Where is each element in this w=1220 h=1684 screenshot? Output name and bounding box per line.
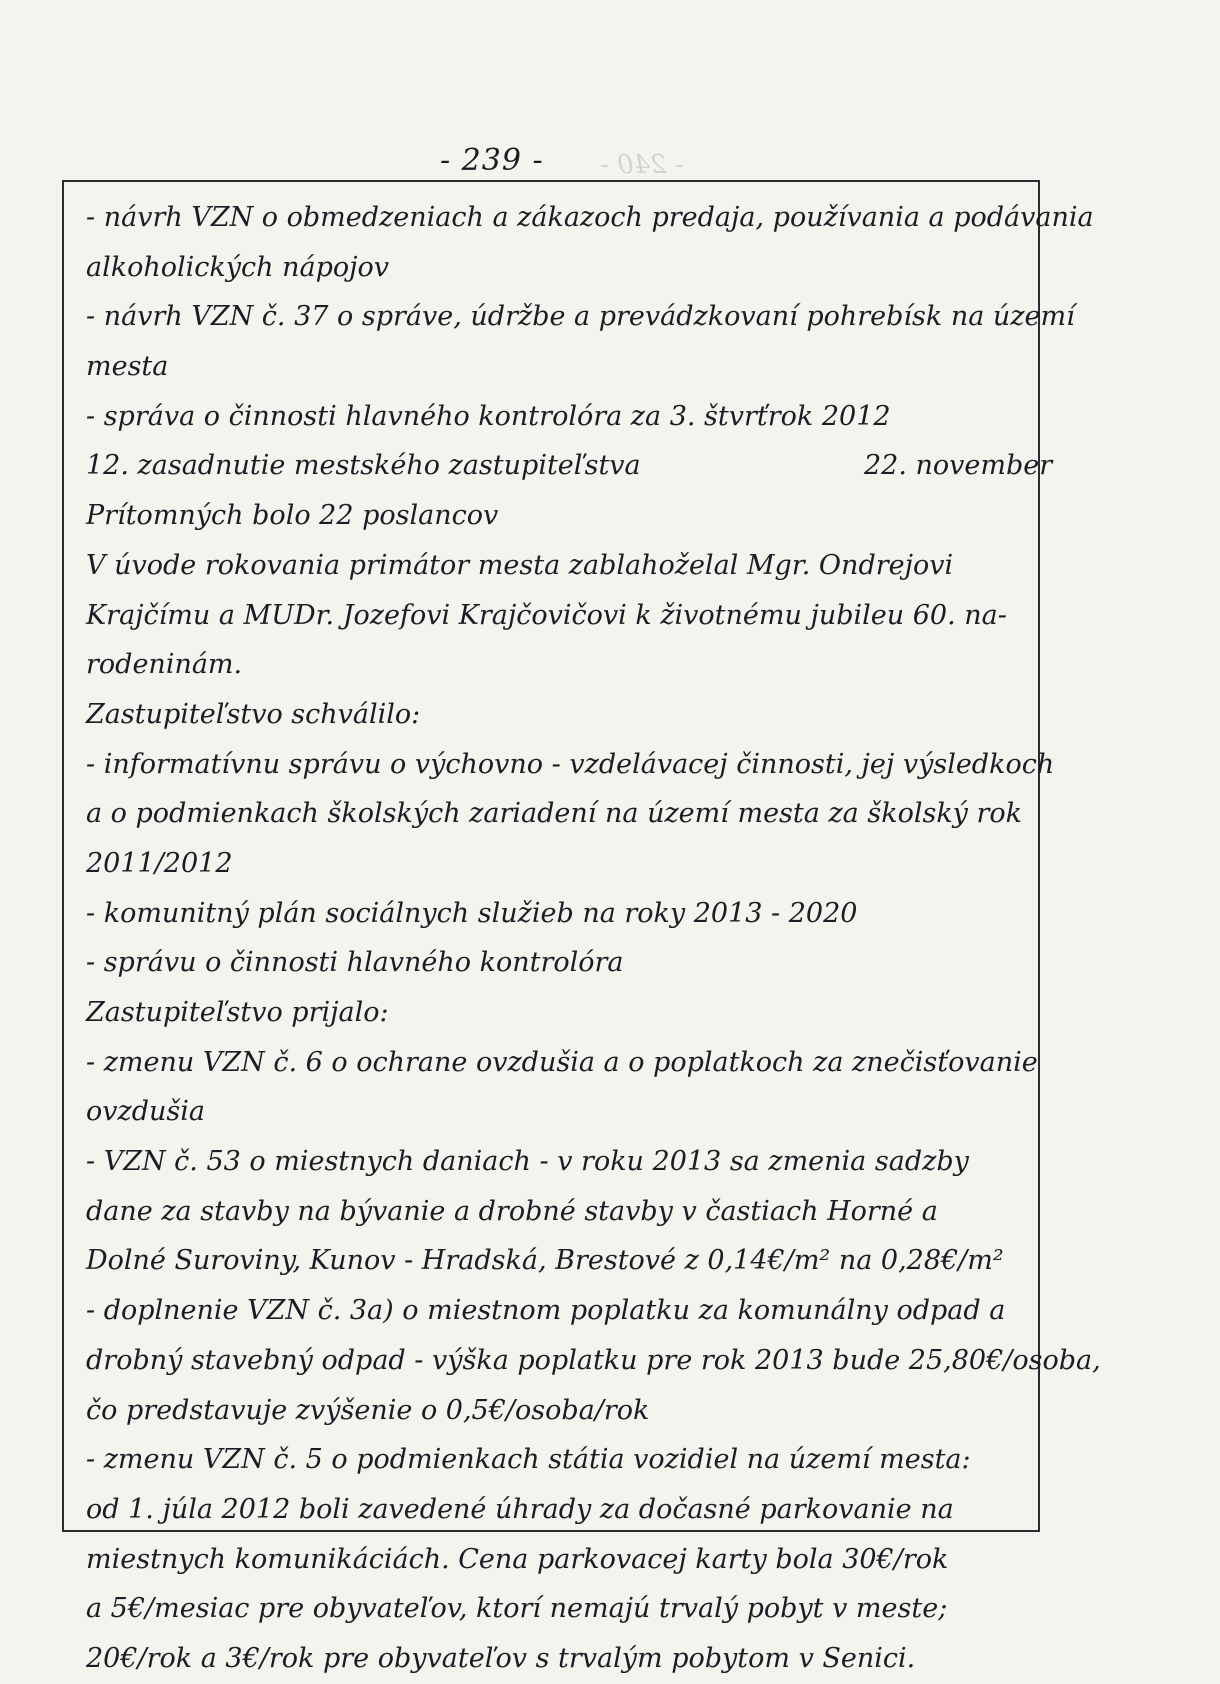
meeting-heading: 12. zasadnutie mestského zastupiteľstva [86, 450, 641, 482]
text-line-16: - správu o činnosti hlavného kontrolóra [86, 947, 624, 979]
meeting-heading-line [86, 441, 1053, 491]
text-line-30: 20€/rok a 3€/rok pre obyvateľov s trvalým pobytom v Senici. [86, 1642, 916, 1674]
text-line-15: - komunitný plán sociálnych služieb na roky 2013 - 2020 [86, 897, 858, 929]
text-line-28: miestnych komunikáciách. Cena parkovacej karty bola 30€/rok [86, 1543, 949, 1575]
text-line-24: drobný stavebný odpad - výška poplatku pre rok 2013 bude 25,80€/osoba, [86, 1344, 1101, 1376]
text-line-12: - informatívnu správu o výchovno - vzdelávacej činnosti, jej výsledkoch [86, 748, 1055, 780]
handwritten-text-block [86, 193, 1101, 1684]
text-line-8: V úvode rokovania primátor mesta zablahoželal Mgr. Ondrejovi [86, 549, 954, 581]
text-line-27: od 1. júla 2012 boli zavedené úhrady za dočasné parkovanie na [86, 1493, 954, 1525]
text-line-18: - zmenu VZN č. 6 o ochrane ovzdušia a o poplatkoch za znečisťovanie [86, 1046, 1038, 1078]
text-line-9: Krajčímu a MUDr. Jozefovi Krajčovičovi k životnému jubileu 60. na- [86, 599, 1007, 631]
text-line-3: - návrh VZN č. 37 o správe, údržbe a prevádzkovaní pohrebísk na území [86, 301, 1075, 333]
text-line-7: Prítomných bolo 22 poslancov [86, 500, 499, 532]
text-line-1: - návrh VZN o obmedzeniach a zákazoch predaja, používania a podávania [86, 202, 1094, 233]
text-line-26: - zmenu VZN č. 5 o podmienkach státia vozidiel na území mesta: [86, 1444, 971, 1476]
text-line-14: 2011/2012 [86, 847, 233, 879]
page-number: - 239 - [440, 143, 544, 178]
text-line-4: mesta [86, 351, 169, 383]
bleed-through-page-number: - 240 - [600, 150, 684, 180]
text-line-5: - správa o činnosti hlavného kontrolóra za 3. štvrťrok 2012 [86, 400, 891, 432]
text-line-2: alkoholických nápojov [86, 251, 389, 283]
text-line-25: čo predstavuje zvýšenie o 0,5€/osoba/rok [86, 1394, 650, 1426]
text-line-29: a 5€/mesiac pre obyvateľov, ktorí nemajú trvalý pobyt v meste; [86, 1593, 948, 1625]
text-line-21: dane za stavby na bývanie a drobné stavby v častiach Horné a [86, 1195, 938, 1227]
meeting-date: 22. november [864, 450, 1053, 482]
text-line-17: Zastupiteľstvo prijalo: [86, 997, 389, 1028]
text-line-19: ovzdušia [86, 1096, 205, 1128]
text-line-10: rodeninám. [86, 649, 243, 681]
text-line-13: a o podmienkach školských zariadení na území mesta za školský rok [86, 798, 1023, 830]
text-line-22: Dolné Suroviny, Kunov - Hradská, Brestové z 0,14€/m² na 0,28€/m² [86, 1245, 1004, 1277]
text-line-20: - VZN č. 53 o miestnych daniach - v roku 2013 sa zmenia sadzby [86, 1146, 969, 1178]
text-line-11: Zastupiteľstvo schválilo: [86, 698, 421, 730]
text-line-23: - doplnenie VZN č. 3a) o miestnom poplatku za komunálny odpad a [86, 1295, 1006, 1327]
